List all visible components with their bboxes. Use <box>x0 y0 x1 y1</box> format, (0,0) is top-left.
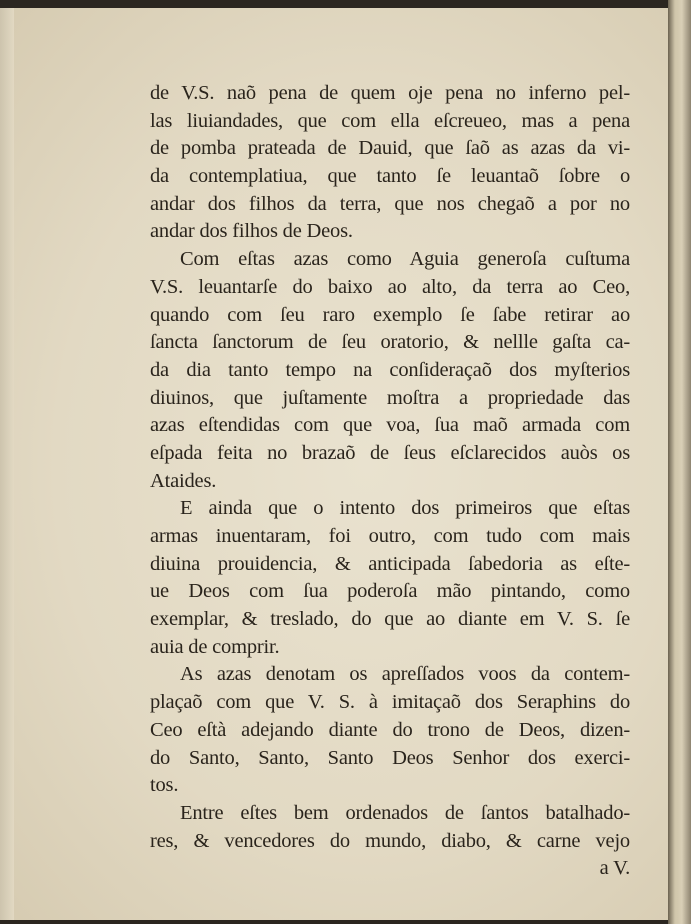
text-line: azas eſtendidas com que voa, ſua maõ armada com <box>150 414 630 437</box>
book-spine-edge <box>668 0 691 924</box>
page-text-block <box>150 80 630 883</box>
text-line: andar dos filhos da terra, que nos chegaõ a por no <box>150 192 630 215</box>
text-line: Ceo eſtà adejando diante do trono de Deos, dizen- <box>150 718 630 741</box>
text-line: Com eſtas azas como Aguia generoſa cuſtuma <box>180 248 630 271</box>
text-line: diuina prouidencia, & anticipada ſabedoria as eſte- <box>150 552 630 575</box>
text-line: exemplar, & treslado, do que ao diante em V. S. ſe <box>150 608 630 631</box>
paragraph-4 <box>150 661 630 799</box>
text-line: E ainda que o intento dos primeiros que eſtas <box>180 497 630 520</box>
catchword: a V. <box>599 857 630 880</box>
text-line: Entre eſtes bem ordenados de ſantos batalhado- <box>180 801 630 824</box>
text-line: de V.S. naõ pena de quem oje pena no inferno pel- <box>150 82 630 104</box>
paragraph-1 <box>150 80 630 246</box>
paragraph-2 <box>150 246 630 495</box>
text-line: Ataides. <box>150 469 217 492</box>
text-line: armas inuentaram, foi outro, com tudo com mais <box>150 525 630 547</box>
text-line: de pomba prateada de Dauid, que ſaõ as azas da vi- <box>150 137 630 160</box>
text-line: plaçaõ com que V. S. à imitaçaõ dos Seraphins do <box>150 691 630 714</box>
text-line: ſancta ſanctorum de ſeu oratorio, & nellle gaſta ca- <box>150 331 630 354</box>
text-line: da contemplatiua, que tanto ſe leuantaõ ſobre o <box>150 165 630 188</box>
text-line: da dia tanto tempo na conſideraçaõ dos myſterios <box>150 358 630 381</box>
text-line: do Santo, Santo, Santo Deos Senhor dos exerci- <box>150 746 630 769</box>
paragraph-5 <box>150 800 630 855</box>
text-line: ue Deos com ſua poderoſa mão pintando, como <box>150 580 630 603</box>
page-left-edge <box>0 8 14 920</box>
text-line: diuinos, que juſtamente moſtra a propriedade das <box>150 386 630 409</box>
text-line: res, & vencedores do mundo, diabo, & carne vejo <box>150 829 630 852</box>
text-line: tos. <box>150 774 179 797</box>
text-line: eſpada feita no brazaõ de ſeus eſclarecidos auòs os <box>150 441 630 464</box>
text-line: V.S. leuantarſe do baixo ao alto, da terra ao Ceo, <box>150 275 630 298</box>
text-line: quando com ſeu raro exemplo ſe ſabe retirar ao <box>150 303 630 326</box>
text-line: As azas denotam os apreſſados voos da contem- <box>180 663 630 686</box>
text-line: las liuiandades, que com ella eſcreueo, mas a pena <box>150 109 630 132</box>
text-line: auia de comprir. <box>150 635 280 658</box>
text-line: andar dos filhos de Deos. <box>150 220 353 243</box>
paragraph-3 <box>150 495 630 661</box>
